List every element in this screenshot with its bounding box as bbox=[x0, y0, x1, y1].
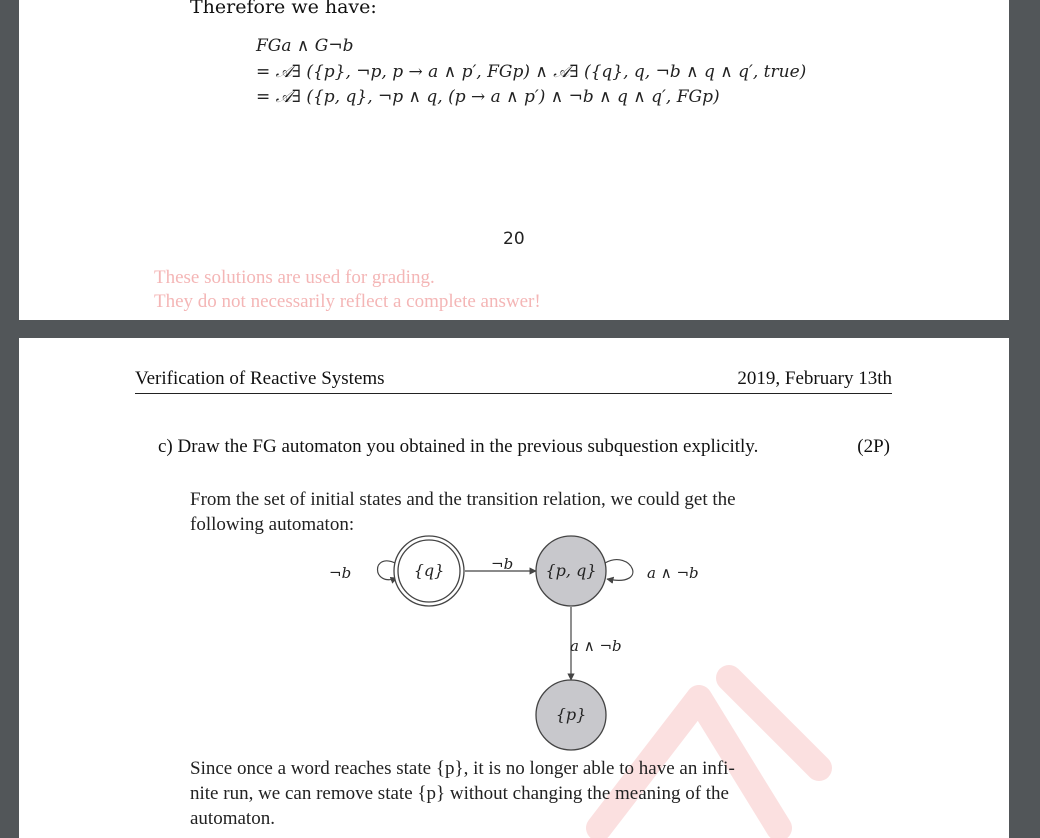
exam-date: 2019, February 13th bbox=[737, 368, 892, 389]
transition-q-to-pq-label: ¬b bbox=[491, 555, 514, 573]
transition-pq-self-loop bbox=[605, 560, 633, 581]
grading-watermark-line-1: These solutions are used for grading. bbox=[154, 267, 435, 288]
state-q bbox=[394, 536, 464, 606]
transition-pq-to-p-label: a ∧ ¬b bbox=[570, 637, 622, 655]
equation-line-2: = 𝒜∃ ({p}, ¬p, p → a ∧ p′, FGp) ∧ 𝒜∃ ({q}, q, ¬b ∧ q ∧ q′, true) bbox=[256, 62, 807, 82]
conclusion-line-2: nite run, we can remove state {p} without changing the meaning of the bbox=[190, 783, 729, 804]
transition-pq-self-label: a ∧ ¬b bbox=[647, 564, 699, 582]
state-pq-label: {p, q} bbox=[545, 561, 597, 580]
intro-line-1: From the set of initial states and the transition relation, we could get the bbox=[190, 489, 736, 510]
equation-line-3: = 𝒜∃ ({p, q}, ¬p ∧ q, (p → a ∧ p′) ∧ ¬b ∧ q ∧ q′, FGp) bbox=[256, 87, 720, 107]
state-pq bbox=[536, 536, 606, 606]
question-points: (2P) bbox=[857, 436, 890, 457]
page-number: 20 bbox=[503, 229, 525, 249]
transition-q-self-label: ¬b bbox=[329, 564, 352, 582]
question-text: c) Draw the FG automaton you obtained in the previous subquestion explicitly. bbox=[158, 436, 759, 457]
heading-therefore: Therefore we have: bbox=[190, 0, 377, 18]
state-q-label: {q} bbox=[413, 561, 445, 580]
conclusion-line-1: Since once a word reaches state {p}, it is no longer able to have an infi- bbox=[190, 758, 735, 779]
conclusion-line-3: automaton. bbox=[190, 808, 275, 829]
grading-watermark-line-2: They do not necessarily reflect a complete answer! bbox=[154, 291, 541, 312]
state-p bbox=[536, 680, 606, 750]
conclusion-paragraph bbox=[190, 756, 850, 831]
equation-line-1: FGa ∧ G¬b bbox=[256, 36, 354, 56]
pdf-page-previous bbox=[19, 0, 1009, 320]
state-p-label: {p} bbox=[555, 705, 587, 724]
pdf-page-current bbox=[19, 338, 1009, 838]
intro-line-2: following automaton: bbox=[190, 514, 355, 535]
course-title: Verification of Reactive Systems bbox=[135, 368, 385, 389]
